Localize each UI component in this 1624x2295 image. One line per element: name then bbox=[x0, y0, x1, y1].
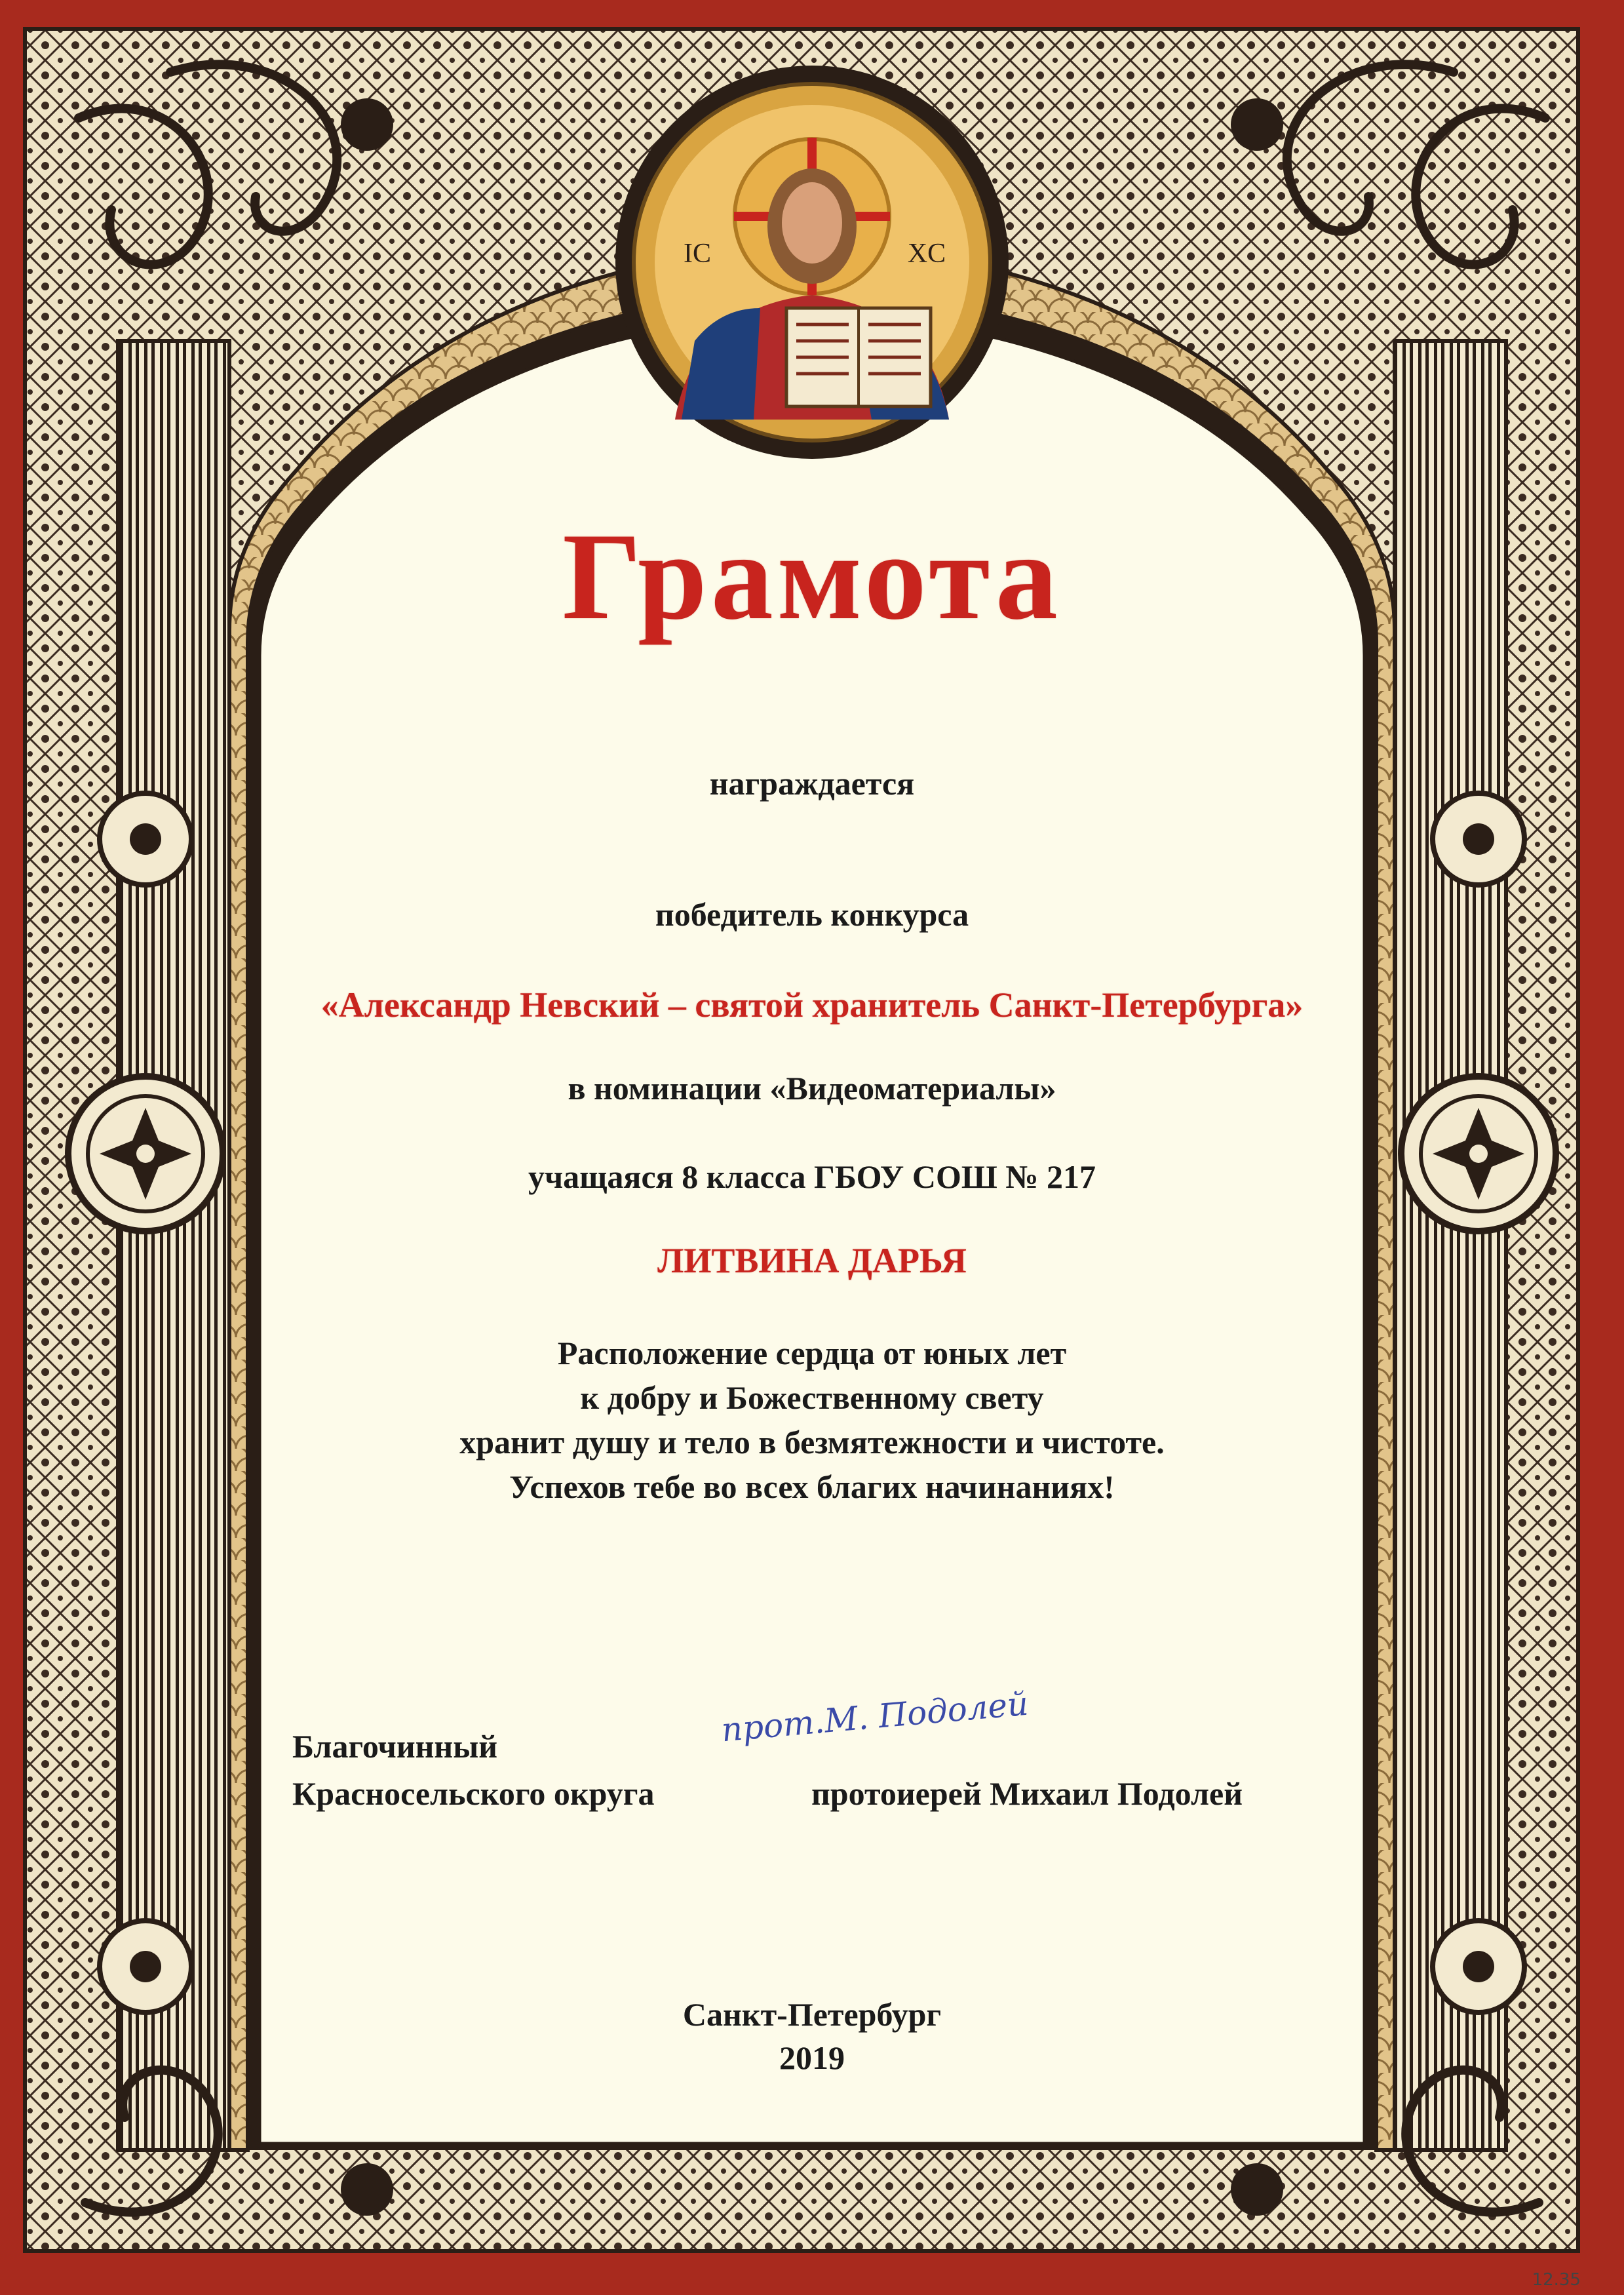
signer-title-line1: Благочинный bbox=[292, 1728, 498, 1765]
student-info: учащаяся 8 класса ГБОУ СОШ № 217 bbox=[528, 1158, 1096, 1195]
christ-icon bbox=[615, 66, 1009, 459]
wish-line: Успехов тебе во всех благих начинаниях! bbox=[509, 1468, 1115, 1505]
wish-text bbox=[0, 1331, 1624, 1509]
wish-line: хранит душу и тело в безмятежности и чистоте. bbox=[459, 1424, 1165, 1461]
wish-line: к добру и Божественному свету bbox=[580, 1379, 1044, 1416]
certificate-title: Грамота bbox=[562, 508, 1062, 646]
signer-title-line2: Красносельского округа bbox=[292, 1775, 655, 1812]
city: Санкт-Петербург bbox=[682, 1996, 942, 2033]
signature: прот.М. Подолей bbox=[720, 1684, 1030, 1750]
signer-name: протоиерей Михаил Подолей bbox=[811, 1775, 1243, 1812]
awarded-label: награждается bbox=[709, 765, 915, 802]
icon-letters-left: IC bbox=[684, 239, 711, 269]
contest-name: «Александр Невский – святой хранитель Санкт-Петербурга» bbox=[320, 985, 1304, 1025]
year: 2019 bbox=[779, 2039, 845, 2076]
winner-label: победитель конкурса bbox=[655, 896, 969, 933]
signer-title bbox=[292, 1723, 655, 1817]
nomination: в номинации «Видеоматериалы» bbox=[568, 1070, 1056, 1107]
recipient-name: ЛИТВИНА ДАРЬЯ bbox=[657, 1241, 967, 1280]
wish-line: Расположение сердца от юных лет bbox=[557, 1335, 1067, 1371]
icon-letters-right: XC bbox=[907, 239, 946, 269]
scan-mark: 12.35 bbox=[1532, 2270, 1581, 2290]
